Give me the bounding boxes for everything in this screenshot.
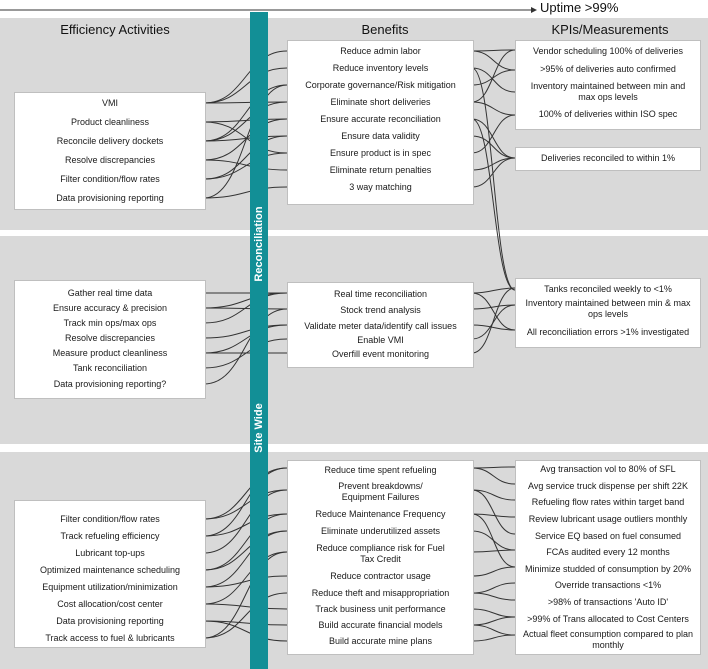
kpi-item: FCAs audited every 12 months	[546, 547, 670, 557]
kpis-box-reconciliation-b	[515, 147, 701, 171]
benefit-item: Reduce Maintenance Frequency	[315, 509, 446, 519]
benefits-box-reconciliation	[287, 40, 474, 205]
benefit-item: Eliminate underutilized assets	[320, 526, 441, 536]
kpi-item: Inventory maintained between min and max ops levels	[530, 81, 686, 102]
activity-item: Reconcile delivery dockets	[56, 136, 164, 146]
connector-line	[472, 325, 515, 330]
activity-item: Equipment utilization/minimization	[42, 582, 178, 592]
kpi-item: Avg service truck dispense per shift 22K	[528, 481, 688, 491]
connector-line	[472, 293, 515, 330]
activity-item: Data provisioning reporting	[56, 616, 164, 626]
connector-line	[472, 51, 515, 70]
connector-line	[472, 514, 515, 567]
connector-line	[472, 550, 515, 552]
activity-item: Filter condition/flow rates	[60, 174, 160, 184]
activity-item: Optimized maintenance scheduling	[39, 565, 181, 575]
connector-line	[472, 68, 515, 92]
kpi-item: >98% of transactions 'Auto ID'	[547, 597, 669, 607]
activity-item: Cost allocation/cost center	[57, 599, 163, 609]
benefit-item: Reduce theft and misappropriation	[311, 588, 450, 598]
activity-item: Data provisioning reporting?	[53, 379, 167, 389]
connector-line	[204, 85, 287, 141]
kpi-item: 100% of deliveries within ISO spec	[538, 109, 678, 119]
kpi-item: Deliveries reconciled to within 1%	[540, 153, 676, 163]
benefit-item: Eliminate return penalties	[329, 165, 432, 175]
kpi-item: Service EQ based on fuel consumed	[534, 531, 682, 541]
benefit-item: Reduce time spent refueling	[324, 465, 437, 475]
uptime-label: Uptime >99%	[540, 0, 619, 15]
activity-item: Track access to fuel & lubricants	[45, 633, 175, 643]
connector-line	[204, 68, 287, 103]
connector-line	[472, 119, 515, 290]
activity-item: Filter condition/flow rates	[60, 514, 160, 524]
benefit-item: Ensure accurate reconciliation	[320, 114, 441, 124]
benefit-item: Validate meter data/identify call issues	[304, 321, 457, 331]
column-title-kpis: KPIs/Measurements	[551, 22, 669, 37]
connector-line	[204, 51, 287, 103]
kpi-item: All reconciliation errors >1% investigated	[526, 327, 690, 337]
connector-line	[472, 68, 515, 290]
kpis-box-site-wide	[515, 460, 701, 655]
activity-item: Track refueling efficiency	[60, 531, 160, 541]
benefit-item: Real time reconciliation	[333, 289, 428, 299]
column-title-benefits: Benefits	[361, 22, 409, 37]
label-reconciliation: Reconciliation	[253, 206, 265, 282]
connector-line	[472, 567, 515, 576]
connector-line	[472, 609, 515, 617]
column-title-activities: Efficiency Activities	[60, 22, 170, 37]
kpis-box-reconciliation-a	[515, 40, 701, 130]
benefit-item: Eliminate short deliveries	[330, 97, 431, 107]
connector-line	[204, 468, 287, 519]
benefit-item: Overfill event monitoring	[331, 349, 430, 359]
connector-line	[204, 187, 287, 198]
activity-item: Measure product cleanliness	[52, 348, 168, 358]
connector-line	[472, 617, 515, 625]
benefit-item: Reduce compliance risk for Fuel Tax Credit	[316, 543, 445, 564]
kpi-item: Refueling flow rates within target band	[531, 497, 685, 507]
connector-line	[472, 305, 515, 309]
benefit-item: Reduce admin labor	[340, 46, 421, 56]
activities-box-site-wide	[14, 500, 206, 648]
activity-item: Product cleanliness	[70, 117, 150, 127]
kpi-item: Tanks reconciled weekly to <1%	[544, 284, 672, 294]
activities-box-reconciliation	[14, 92, 206, 210]
kpi-item: Avg transaction vol to 80% of SFL	[540, 464, 676, 474]
kpi-item: Vendor scheduling 100% of deliveries	[532, 46, 684, 56]
benefit-item: Build accurate financial models	[318, 620, 443, 630]
connector-line	[472, 70, 515, 85]
connector-line	[472, 625, 515, 635]
kpi-item: >95% of deliveries auto confirmed	[540, 64, 676, 74]
connector-line	[472, 50, 515, 51]
connector-line	[472, 468, 515, 484]
activity-item: Track min ops/max ops	[63, 318, 157, 328]
kpi-item: Inventory maintained between min & max ops levels	[525, 298, 691, 319]
connector-line	[472, 467, 515, 468]
connector-line	[204, 604, 287, 609]
connector-line	[204, 325, 287, 338]
benefits-box-tanks	[287, 282, 474, 368]
benefit-item: Build accurate mine plans	[328, 636, 433, 646]
teal-divider-bar	[250, 12, 268, 669]
benefit-item: Ensure product is in spec	[329, 148, 432, 158]
activity-item: VMI	[101, 98, 118, 108]
connector-line	[472, 158, 515, 170]
connector-line	[204, 293, 287, 308]
connector-line	[204, 621, 287, 641]
kpi-item: Review lubricant usage outliers monthly	[528, 514, 688, 524]
benefit-item: Enable VMI	[357, 335, 404, 345]
activity-item: Tank reconciliation	[72, 363, 148, 373]
activity-item: Ensure accuracy & precision	[52, 303, 168, 313]
activity-item: Lubricant top-ups	[75, 548, 145, 558]
benefit-item: Ensure data validity	[341, 131, 420, 141]
activity-item: Gather real time data	[67, 288, 153, 298]
kpi-item: Actual fleet consumption compared to plan monthly	[522, 629, 694, 650]
benefits-box-site-wide	[287, 460, 474, 655]
connector-line	[472, 635, 515, 641]
connector-line	[204, 325, 287, 353]
benefit-item: Track business unit performance	[315, 604, 446, 614]
connector-line	[472, 593, 515, 600]
benefit-item: 3 way matching	[349, 182, 412, 192]
label-site-wide: Site Wide	[253, 403, 265, 453]
connector-line	[472, 102, 515, 115]
connector-line	[472, 490, 515, 534]
connector-line	[472, 583, 515, 593]
benefit-item: Corporate governance/Risk mitigation	[305, 80, 456, 90]
kpi-item: >99% of Trans allocated to Cost Centers	[527, 614, 689, 624]
activity-item: Data provisioning reporting	[56, 193, 164, 203]
connector-line	[204, 309, 287, 384]
connector-line	[472, 288, 515, 353]
benefit-item: Stock trend analysis	[340, 305, 421, 315]
activity-item: Resolve discrepancies	[64, 155, 156, 165]
kpi-item: Minimize studded of consumption by 20%	[524, 564, 692, 574]
activity-item: Resolve discrepancies	[64, 333, 156, 343]
benefit-item: Prevent breakdowns/ Equipment Failures	[338, 481, 423, 502]
connector-line	[204, 160, 287, 170]
activities-box-tanks	[14, 280, 206, 399]
connector-line	[204, 490, 287, 553]
connector-line	[204, 468, 287, 536]
benefit-item: Reduce contractor usage	[330, 571, 431, 581]
kpi-item: Override transactions <1%	[554, 580, 662, 590]
benefit-item: Reduce inventory levels	[332, 63, 429, 73]
kpis-box-tanks	[515, 278, 701, 348]
